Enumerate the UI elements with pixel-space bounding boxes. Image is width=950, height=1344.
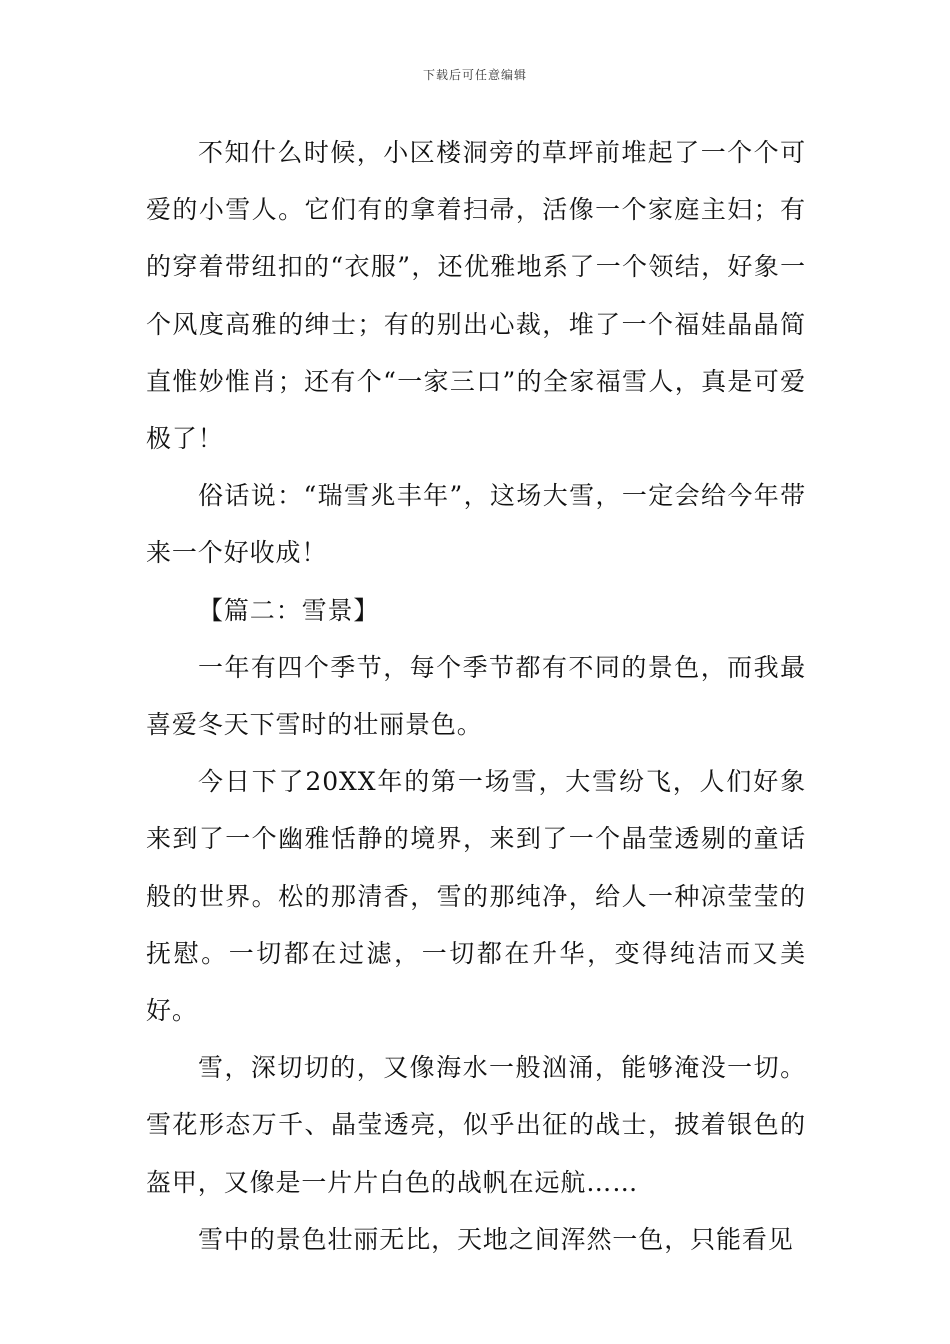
paragraph-seasons: 一年有四个季节，每个季节都有不同的景色，而我最喜爱冬天下雪时的壮丽景色。 (146, 652, 806, 740)
paragraph-snow-scene: 雪中的景色壮丽无比，天地之间浑然一色，只能看见 (198, 1224, 794, 1254)
page-header: 下载后可任意编辑 (422, 68, 527, 82)
document-body (146, 124, 806, 1268)
paragraph-snowflakes: 雪，深切切的，又像海水一般汹涌，能够淹没一切。雪花形态万千、晶莹透亮，似乎出征的战士，披着银色的盔甲，又像是一片片白色的战帆在远航…… (146, 1053, 806, 1197)
section-heading: 【篇二：雪景】 (198, 595, 380, 625)
paragraph-first-snow: 今日下了20XX年的第一场雪，大雪纷飞，人们好象来到了一个幽雅恬静的境界，来到了一个晶莹透剔的童话般的世界。松的那清香，雪的那纯净，给人一种凉莹莹的抚慰。一切都在过滤，一切都在升华，变得纯洁而又美好。 (146, 767, 806, 1026)
paragraph-snowmen: 不知什么时候，小区楼洞旁的草坪前堆起了一个个可爱的小雪人。它们有的拿着扫帚，活像一个家庭主妇；有的穿着带纽扣的“衣服”，还优雅地系了一个领结，好象一个风度高雅的绅士；有的别出心裁，堆了一个福娃晶晶简直惟妙惟肖；还有个“一家三口”的全家福雪人，真是可爱极了！ (146, 138, 806, 454)
paragraph-proverb: 俗话说：“瑞雪兆丰年”，这场大雪，一定会给今年带来一个好收成！ (146, 481, 806, 568)
